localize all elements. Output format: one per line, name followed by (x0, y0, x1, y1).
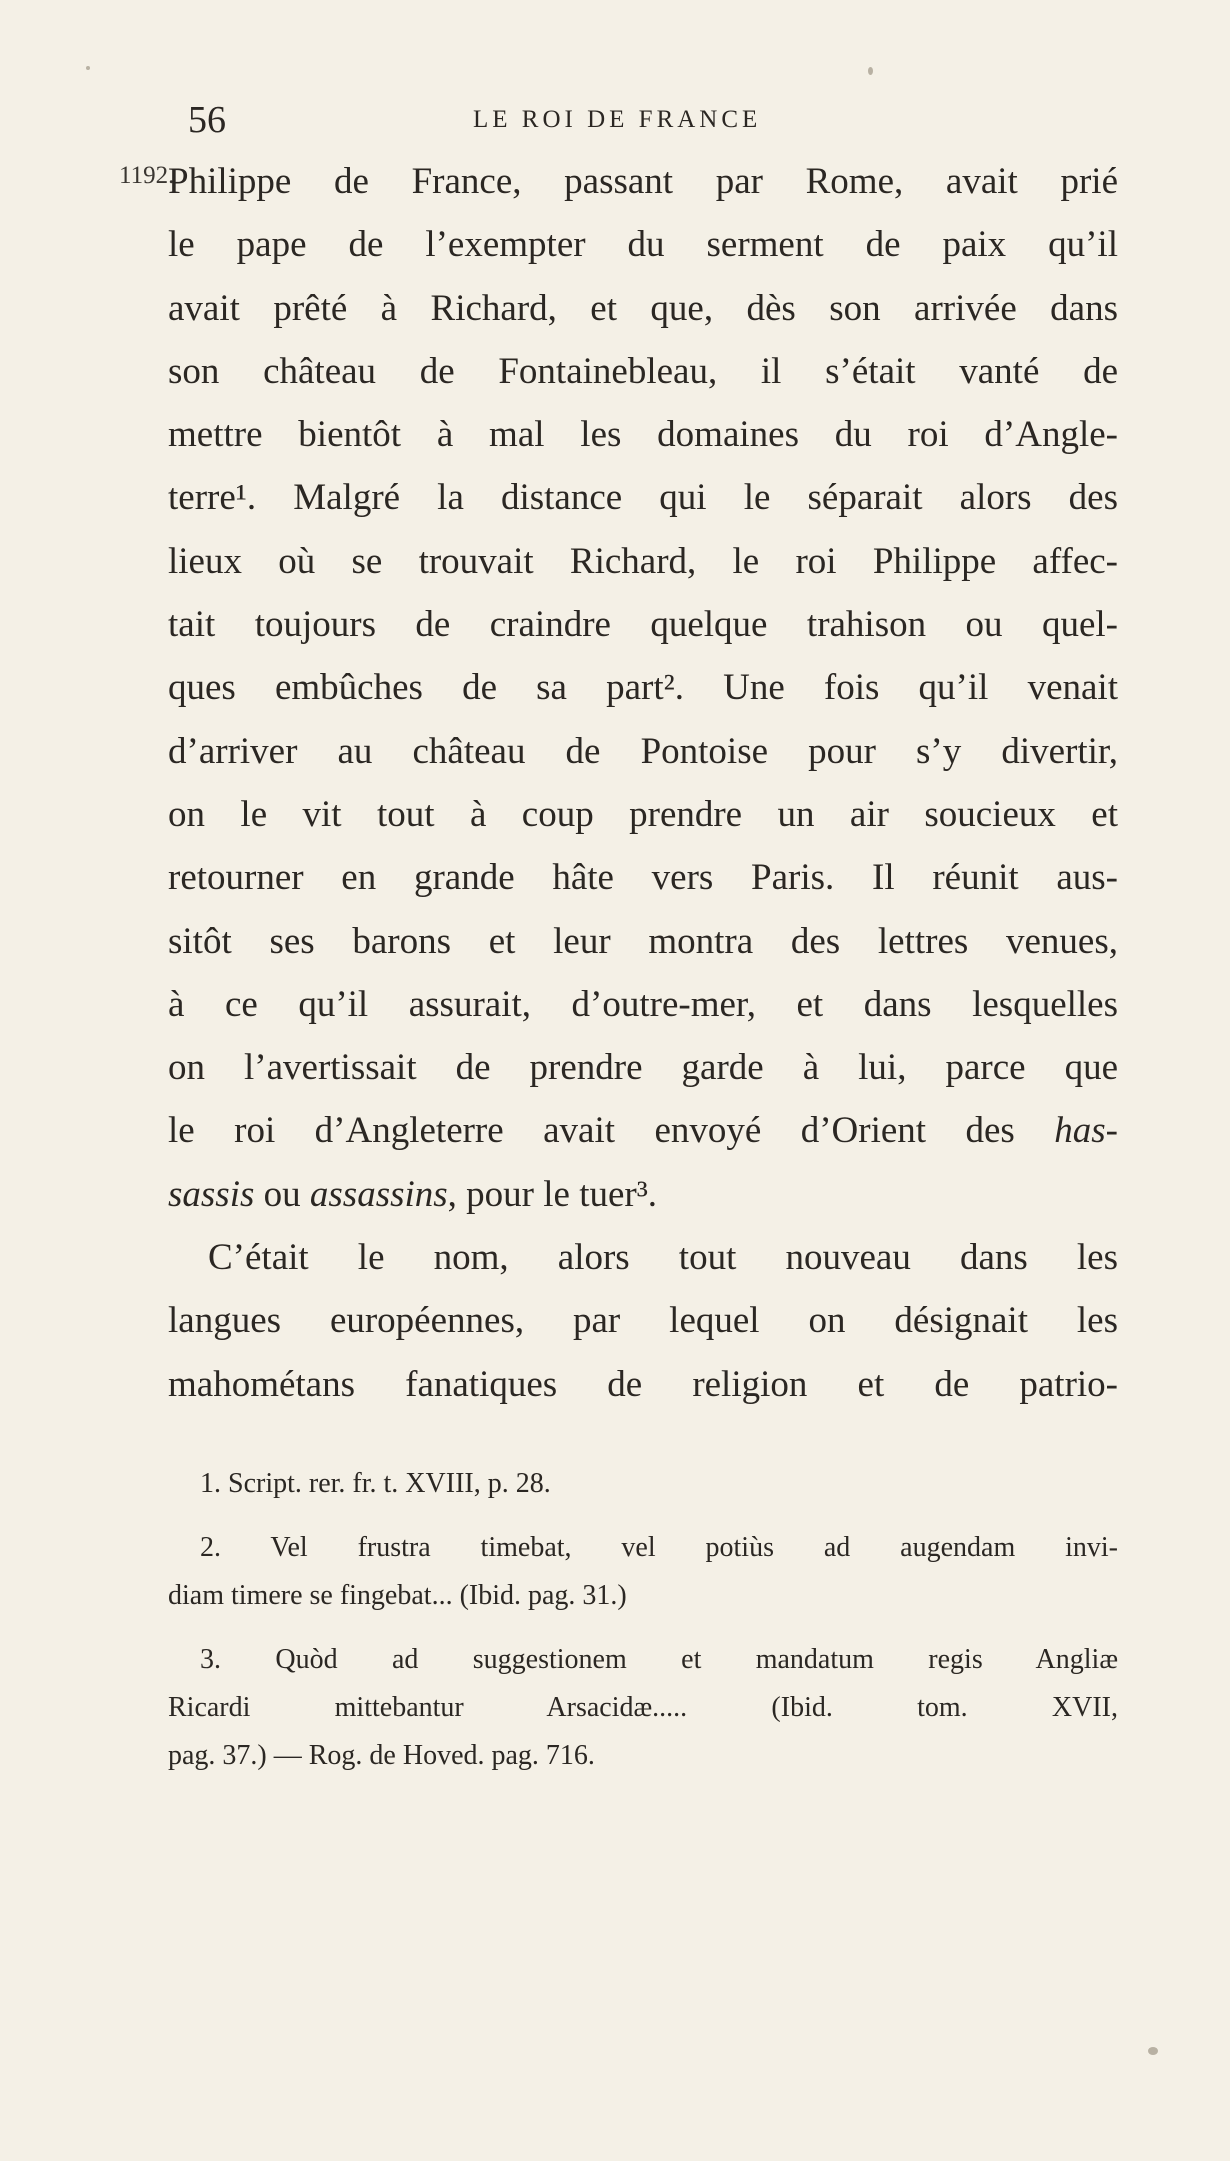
footnote-3 (168, 1636, 1118, 1780)
text-line: mettre bientôt à mal les domaines du roi d’Angle- (168, 414, 1118, 456)
footnote-line: 3. Quòd ad suggestionem et mandatum regis Angliæ (200, 1644, 1118, 1675)
text-line: le pape de l’exempter du serment de paix qu’il (168, 224, 1118, 266)
text-line: lieux où se trouvait Richard, le roi Philippe affec- (168, 540, 1118, 582)
text-line-with-italic (168, 1163, 1118, 1226)
footnote-line: 2. Vel frustra timebat, vel potiùs ad augendam invi- (200, 1532, 1118, 1563)
text-line: on l’avertissait de prendre garde à lui, parce que (168, 1047, 1118, 1089)
page-header (188, 98, 1108, 148)
footnote-line: pag. 37.) — Rog. de Hoved. pag. 716. (168, 1740, 595, 1771)
footnote-1 (168, 1460, 1118, 1508)
text-line: avait prêté à Richard, et que, dès son arrivée dans (168, 287, 1118, 329)
text-line: langues européennes, par lequel on désignait les (168, 1300, 1118, 1342)
footnote-line: 1. Script. rer. fr. t. XVIII, p. 28. (200, 1468, 551, 1499)
text-line: mahométans fanatiques de religion et de patrio- (168, 1363, 1118, 1405)
text-line: C’était le nom, alors tout nouveau dans les (208, 1237, 1118, 1279)
footnote-2 (168, 1524, 1118, 1620)
text-line: son château de Fontainebleau, il s’était vanté de (168, 350, 1118, 392)
paper-speck (1148, 2047, 1158, 2055)
text-line-with-italic (168, 1099, 1118, 1162)
footnotes (168, 1460, 1118, 1780)
text-line: retourner en grande hâte vers Paris. Il réunit aus- (168, 857, 1118, 899)
text-line: tait toujours de craindre quelque trahison ou quel- (168, 604, 1118, 646)
paper-speck (86, 66, 90, 70)
text-line: Philippe de France, passant par Rome, avait prié (168, 161, 1118, 202)
text-segment: le roi d’Angleterre avait envoyé d’Orient des (168, 1110, 1055, 1152)
paper-speck (868, 67, 873, 75)
text-line: terre¹. Malgré la distance qui le séparait alors des (168, 477, 1118, 519)
footnote-line: Ricardi mittebantur Arsacidæ..... (Ibid. tom. XVII, (168, 1692, 1118, 1723)
text-line: d’arriver au château de Pontoise pour s’y divertir, (168, 730, 1118, 772)
italic-word: assassins (309, 1173, 448, 1215)
footnote-line: diam timere se fingebat... (Ibid. pag. 31.) (168, 1580, 627, 1611)
text-line: à ce qu’il assurait, d’outre-mer, et dans lesquelles (168, 983, 1118, 1025)
margin-year: 1192. (119, 162, 175, 189)
main-text (168, 150, 1118, 1416)
text-line: ques embûches de sa part². Une fois qu’il venait (168, 667, 1118, 709)
running-title: LE ROI DE FRANCE (473, 106, 762, 133)
italic-word: has- (1054, 1110, 1118, 1152)
text-line: sitôt ses barons et leur montra des lettres venues, (168, 920, 1118, 962)
italic-word: sassis (168, 1173, 255, 1215)
text-line: on le vit tout à coup prendre un air soucieux et (168, 793, 1118, 835)
page-number: 56 (188, 99, 226, 141)
text-segment: ou (254, 1173, 310, 1215)
text-segment: , pour le tuer³. (447, 1173, 658, 1215)
